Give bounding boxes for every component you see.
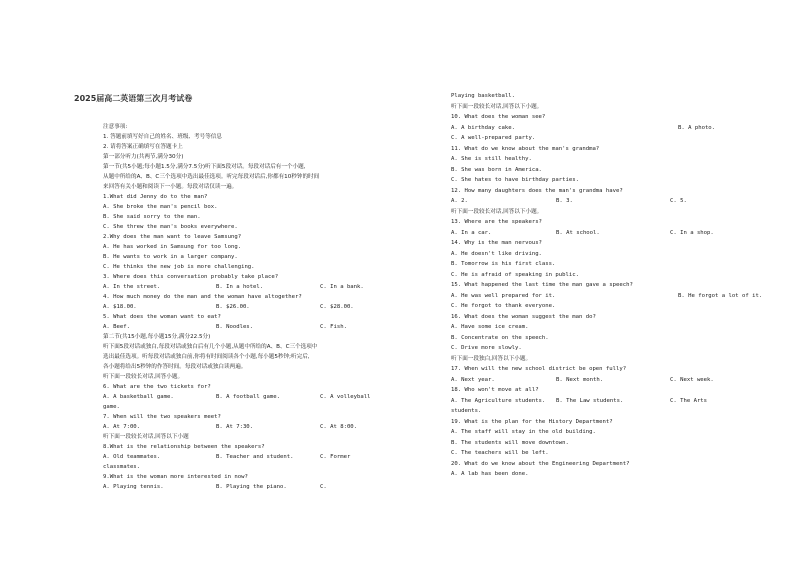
text-line: C. She hates to have birthday parties.: [451, 177, 579, 183]
text-line: 19. What is the plan for the History Department?: [451, 418, 613, 425]
option-2: B. A photo.: [678, 124, 716, 131]
text-line: 注意事项:: [103, 124, 128, 130]
text-line: 6. What are the two tickets for?: [103, 384, 211, 390]
option-3: C. 5.: [670, 198, 687, 204]
text-line: 10. What does the woman see?: [451, 114, 546, 120]
option-1: A. In a car.: [451, 229, 492, 236]
option-3: C. $28.00.: [320, 304, 354, 310]
text-line: 第一节(共5小题;每小题1.5分,满分7.5分)听下面5段对话。每段对话后有一个小题,: [103, 164, 306, 170]
text-line: C. He forgot to thank everyone.: [451, 303, 556, 309]
option-2: B. 3.: [556, 198, 573, 204]
text-line: game.: [103, 404, 120, 410]
text-line: 来回答有关小题和阅读下一小题。每段对话仅读一遍。: [103, 184, 238, 190]
text-line: 选出最佳选项。听每段对话或独白前,你将有时间阅读各个小题,每小题5秒钟;听完后,: [103, 354, 310, 360]
text-line: 9.What is the woman more interested in now?: [103, 474, 248, 480]
option-3: C.: [320, 484, 327, 490]
text-line: A. Have some ice cream.: [451, 324, 529, 330]
text-line: B. She was born in America.: [451, 166, 542, 173]
text-line: 16. What does the woman suggest the man do?: [451, 313, 596, 320]
option-1: A. Beef.: [103, 324, 130, 330]
text-line: classmates.: [103, 464, 141, 470]
option-2: B. Playing the piano.: [216, 484, 287, 490]
text-line: C. Drive more slowly.: [451, 345, 522, 351]
option-1: A. Playing tennis.: [103, 484, 164, 490]
text-line: B. She said sorry to the man.: [103, 214, 201, 220]
text-line: 2. 请将答案正确填写在答题卡上: [103, 144, 183, 150]
text-line: 11. What do we know about the man's grandma?: [451, 145, 600, 152]
text-line: 7. When will the two speakers meet?: [103, 414, 221, 420]
text-line: 13. Where are the speakers?: [451, 219, 542, 225]
page-title: 2025届高二英语第三次月考试卷: [74, 94, 193, 103]
text-line: 3. Where does this conversation probably take place?: [103, 274, 279, 280]
text-line: 听下面一段较长对话,回答以下小题: [103, 434, 189, 440]
option-3: C. In a shop.: [670, 229, 714, 236]
text-line: A. The staff will stay in the old building.: [451, 429, 596, 435]
text-line: C. A well-prepared party.: [451, 135, 536, 141]
option-1: A. He was well prepared for it.: [451, 292, 556, 299]
text-line: 12. How many daughters does the man's grandma have?: [451, 187, 623, 194]
text-line: C. He is afraid of speaking in public.: [451, 271, 579, 278]
option-2: B. In a hotel.: [216, 284, 264, 290]
option-2: B. Noodles.: [216, 324, 254, 330]
text-line: C. He thinks the new job is more challenging.: [103, 264, 255, 270]
text-line: 15. What happened the last time the man gave a speech?: [451, 282, 633, 288]
text-line: A. He doesn't like driving.: [451, 250, 542, 257]
text-line: 20. What do we know about the Engineering Department?: [451, 460, 630, 467]
text-line: 14. Why is the man nervous?: [451, 240, 542, 246]
text-line: 听下面一段独白,回答以下小题。: [451, 355, 532, 362]
text-line: 从题中所给的A、B、C三个选项中选出最佳选项。听完每段对话后,你都有10秒钟的时间: [103, 174, 320, 180]
text-line: 8.What is the relationship between the speakers?: [103, 444, 265, 450]
option-2: B. Teacher and student.: [216, 454, 294, 460]
text-line: students.: [451, 408, 482, 414]
text-line: 1.What did Jenny do to the man?: [103, 194, 208, 200]
text-line: A. He has worked in Samsung for too long.: [103, 244, 242, 250]
text-line: C. She threw the man's books everywhere.: [103, 224, 238, 230]
text-line: B. Tomorrow is his first class.: [451, 261, 556, 267]
option-2: B. The Law students.: [556, 397, 624, 404]
text-line: 听下面一段较长对话,回答小题。: [103, 374, 184, 380]
option-1: A. In the street.: [103, 284, 161, 290]
option-2: B. A football game.: [216, 394, 280, 400]
text-line: B. He wants to work in a larger company.: [103, 254, 238, 260]
option-3: C. Fish.: [320, 324, 347, 330]
text-line: Playing basketball.: [451, 93, 515, 99]
option-1: A. $18.00.: [103, 304, 137, 310]
text-line: B. The students will move downtown.: [451, 439, 569, 446]
text-line: 18. Who won't move at all?: [451, 387, 539, 393]
text-line: B. Concentrate on the speech.: [451, 334, 549, 341]
text-line: 第一部分听力(共两节,满分30分): [103, 154, 184, 160]
text-line: 1. 答题前填写好自己的姓名、班级、考号等信息: [103, 134, 222, 140]
text-line: 4. How much money do the man and the woman have altogether?: [103, 294, 302, 300]
option-3: C. At 8:00.: [320, 424, 358, 430]
option-1: A. Old teammates.: [103, 454, 161, 460]
text-line: 5. What does the woman want to eat?: [103, 314, 221, 320]
text-line: 听下面5段对话或独白,每段对话或独白后有几个小题,从题中所给的A、B、C三个选项中: [103, 344, 318, 350]
option-3: C. The Arts: [670, 397, 708, 404]
option-2: B. $26.00.: [216, 304, 250, 310]
option-2: B. At school.: [556, 229, 600, 236]
option-1: A. A basketball game.: [103, 394, 174, 400]
option-1: A. At 7:00.: [103, 424, 141, 430]
option-1: A. 2.: [451, 198, 468, 204]
text-line: A. She broke the man's pencil box.: [103, 204, 218, 210]
option-3: C. In a bank.: [320, 284, 364, 290]
option-3: C. Former: [320, 454, 351, 460]
text-line: 2.Why does the man want to leave Samsung?: [103, 234, 242, 240]
text-line: A. She is still healthy.: [451, 156, 532, 162]
text-line: 听下面一段较长对话,回答以下小题。: [451, 103, 543, 110]
text-line: 17. When will the new school district be open fully?: [451, 366, 627, 372]
text-line: 听下面一段较长对话,回答以下小题。: [451, 208, 543, 215]
text-line: 第二节(共15小题,每小题15分,满分22.5分): [103, 334, 211, 340]
option-1: A. The Agriculture students.: [451, 397, 546, 404]
text-line: A. A lab has been done.: [451, 471, 529, 477]
option-3: C. A volleyball: [320, 394, 371, 400]
text-line: 各小题将给出5秒钟的作答时间。每段对话或独白读两遍。: [103, 364, 247, 370]
option-3: C. Next week.: [670, 376, 714, 383]
option-1: A. A birthday cake.: [451, 124, 515, 131]
option-2: B. Next month.: [556, 376, 604, 383]
text-line: C. The teachers will be left.: [451, 450, 549, 456]
option-2: B. He forgot a lot of it.: [678, 292, 763, 299]
option-2: B. At 7:30.: [216, 424, 254, 430]
option-1: A. Next year.: [451, 376, 495, 383]
